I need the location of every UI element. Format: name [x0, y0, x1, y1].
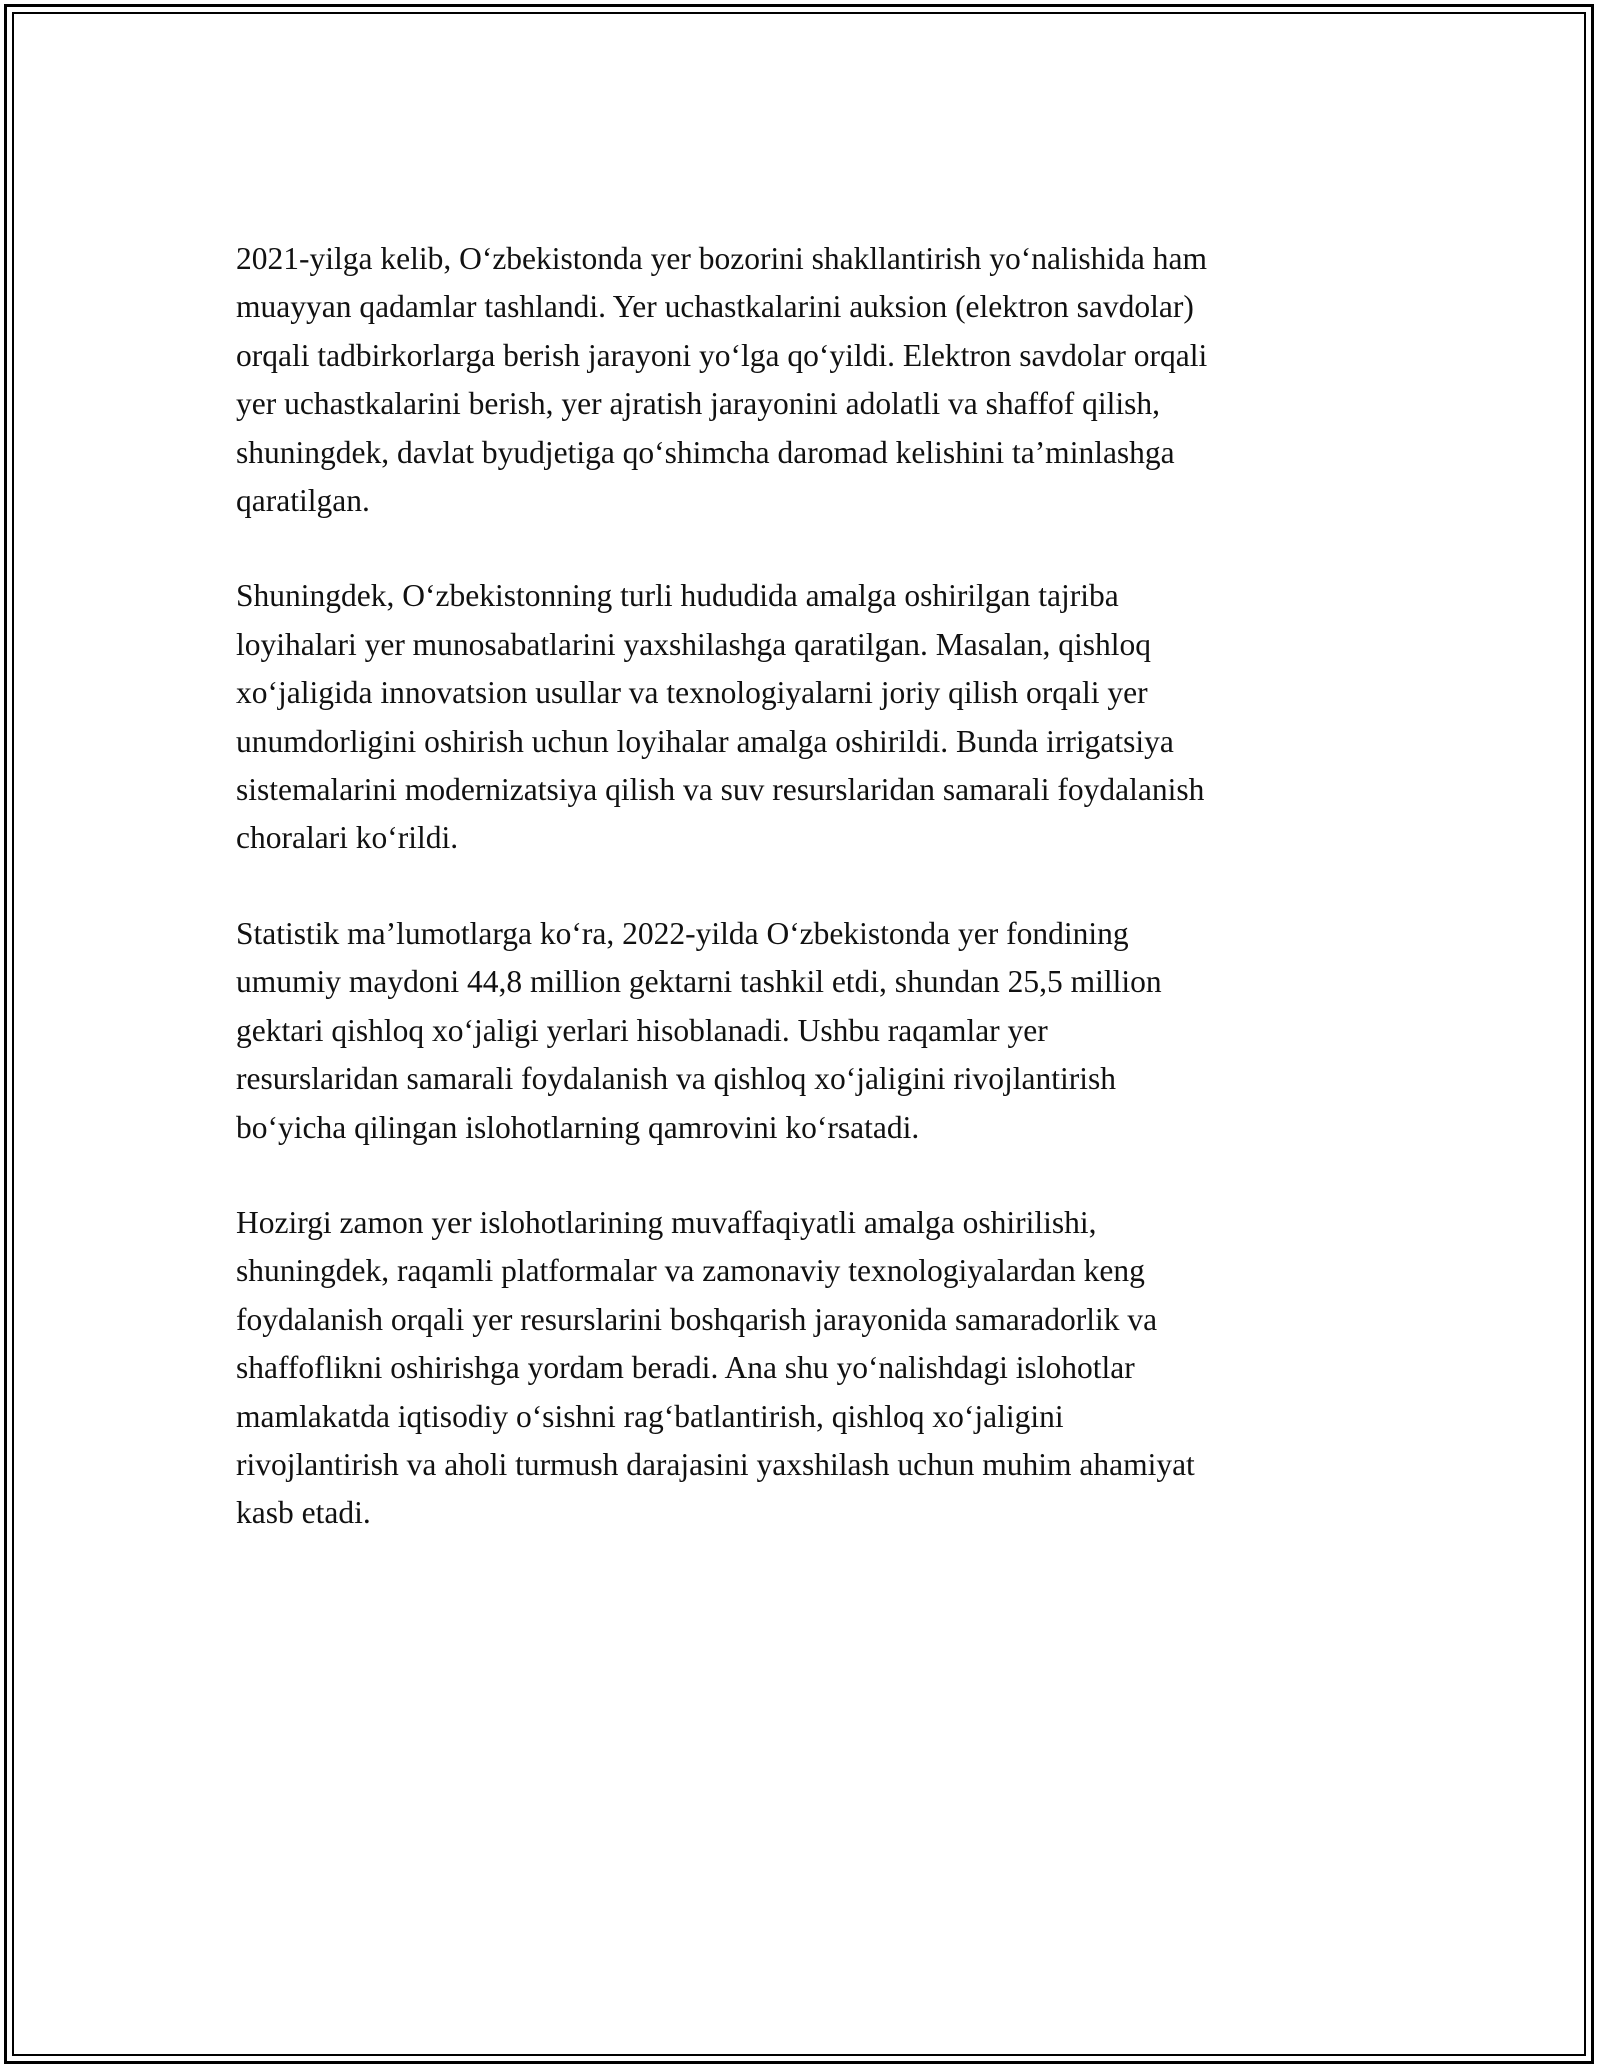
paragraph-modern-reforms: Hozirgi zamon yer islohotlarining muvaffaqiyatli amalga oshirilishi, shuningdek, raqamli platformalar va zamonaviy texnologiyalardan keng foydalanish orqali yer resurslarini boshqarish jarayonida samaradorlik va shaffoflikni oshirishga yordam beradi. Ana shu yo‘nalishdagi islohotlar mamlakatda iqtisodiy o‘sishni rag‘batlantirish, qishloq xo‘jaligini rivojlantirish va aholi turmush darajasini yaxshilash uchun muhim ahamiyat kasb etadi. — [236, 1204, 1195, 1531]
document-body — [236, 235, 1376, 1585]
paragraph-statistics: Statistik ma’lumotlarga ko‘ra, 2022-yilda O‘zbekistonda yer fondining umumiy maydoni 44,8 million gektarni tashkil etdi, shundan 25,5 million gektari qishloq xo‘jaligi yerlari hisoblanadi. Ushbu raqamlar yer resurslaridan samarali foydalanish va qishloq xo‘jaligini rivojlantirish bo‘yicha qilingan islohotlarning qamrovini ko‘rsatadi. — [236, 915, 1162, 1145]
paragraph-pilot-projects: Shuningdek, O‘zbekistonning turli hududida amalga oshirilgan tajriba loyihalari yer munosabatlarini yaxshilashga qaratilgan. Masalan, qishloq xo‘jaligida innovatsion usullar va texnologiyalarni joriy qilish orqali yer unumdorligini oshirish uchun loyihalar amalga oshirildi. Bunda irrigatsiya sistemalarini modernizatsiya qilish va suv resurslaridan samarali foydalanish choralari ko‘rildi. — [236, 578, 1205, 856]
paragraph-land-market: 2021-yilga kelib, O‘zbekistonda yer bozorini shakllantirish yo‘nalishida ham muayyan qadamlar tashlandi. Yer uchastkalarini auksion (elektron savdolar) orqali tadbirkorlarga berish jarayoni yo‘lga qo‘yildi. Elektron savdolar orqali yer uchastkalarini berish, yer ajratish jarayonini adolatli va shaffof qilish, shuningdek, davlat byudjetiga qo‘shimcha daromad kelishini ta’minlashga qaratilgan. — [236, 241, 1208, 519]
